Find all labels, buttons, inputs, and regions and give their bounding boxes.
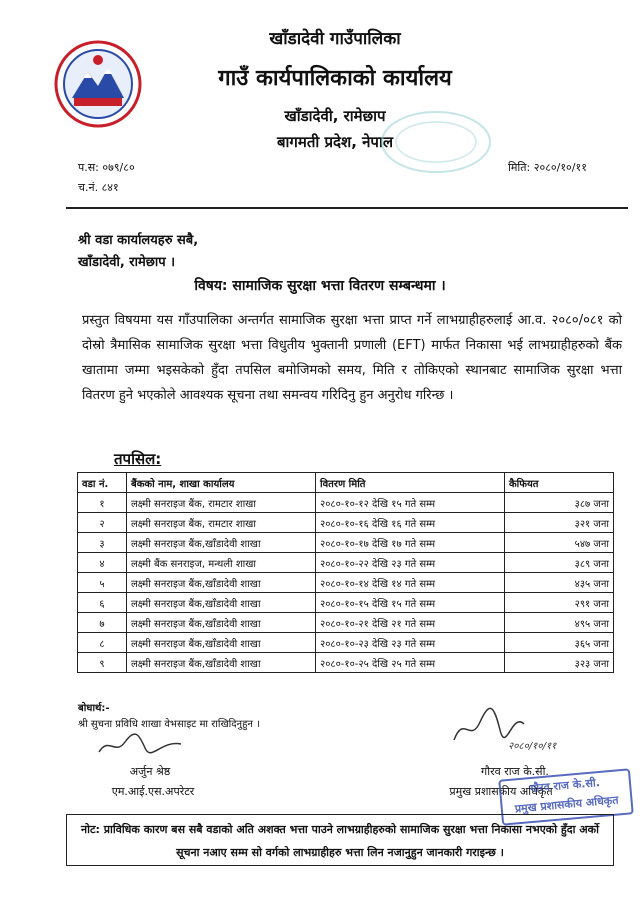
bank-cell: लक्ष्मी सनराइज बैंक,खाँडादेवी शाखा: [127, 573, 316, 593]
header-divider: [66, 207, 628, 209]
letter-body: प्रस्तुत विषयमा यस गाँउपालिका अन्तर्गत सामाजिक सुरक्षा भत्ता प्राप्त गर्ने लाभग्राहीहरुलाई आ.व. २०८०/०८१ को दोस्रो त्रैमासिक सामाजिक सुरक्षा भत्ता विधुतीय भुक्तानी प्रणाली (EFT) मार्फत निकासा भई लाभग्राहीहरुको बैंक खातामा जम्मा भइसकेको हुँदा तपसिल बमोजिमको समय, मिति र तोकिएको स्थानबाट सामाजिक सुरक्षा भत्ता वितरण हुने भएकोले आवश्यक सूचना तथा समन्वय गरिदिनु हुन अनुरोध गरिन्छ ।: [82, 313, 622, 403]
bank-cell: लक्ष्मी सनराइज बैंक,खाँडादेवी शाखा: [127, 533, 316, 553]
table-row: [78, 593, 614, 613]
date-cell: २०८०-१०-२१ देखि २१ गते सम्म: [316, 613, 505, 633]
stamp-line-2: प्रमुख प्रशासकीय अधिकृत: [514, 793, 619, 816]
date-cell: २०८०-१०-१७ देखि १७ गते सम्म: [316, 533, 505, 553]
signature-date: २०८०/१०/११: [508, 741, 557, 752]
ward-cell: ७: [78, 613, 127, 633]
letter-date: मिति: २०८०/१०/११: [508, 161, 587, 174]
date-cell: २०८०-१०-२३ देखि २३ गते सम्म: [316, 633, 505, 653]
bank-cell: लक्ष्मी सनराइज बैंक,खाँडादेवी शाखा: [127, 593, 316, 613]
remarks-cell: ५४७ जना: [505, 533, 614, 553]
office-location: खाँडादेवी, रामेछाप: [284, 107, 386, 125]
column-header-date: वितरण मिति: [316, 473, 505, 493]
remarks-cell: ३८७ जना: [505, 493, 614, 513]
table-row: [78, 513, 614, 533]
signatory-left-role: एम.आई.एस.अपरेटर: [111, 785, 195, 798]
table-row: [78, 653, 614, 673]
signatory-left-name: अर्जुन श्रेष्ठ: [129, 765, 171, 778]
signatory-right-role: प्रमुख प्रशासकीय अधिकृत: [449, 785, 553, 798]
bank-cell: लक्ष्मी सनराइज बैंक,खाँडादेवी शाखा: [127, 653, 316, 673]
column-header-ward: वडा नं.: [78, 473, 127, 493]
date-cell: २०८०-१०-२२ देखि २३ गते सम्म: [316, 553, 505, 573]
date-cell: २०८०-१०-१५ देखि १५ गते सम्म: [316, 593, 505, 613]
bank-cell: लक्ष्मी सनराइज बैंक, रामटार शाखा: [127, 513, 316, 533]
distribution-schedule-table: [77, 472, 614, 673]
recipient-line-2: खाँडादेवी, रामेछाप ।: [78, 255, 176, 270]
table-row: [78, 573, 614, 593]
cc-line: श्री सुचना प्रविधि शाखा वेभसाइट मा राखिदिनुहुन ।: [78, 719, 260, 730]
remarks-cell: ३२३ जना: [505, 653, 614, 673]
office-title: गाउँ कार्यपालिकाको कार्यालय: [218, 66, 452, 91]
bank-cell: लक्ष्मी सनराइज बैंक,खाँडादेवी शाखा: [127, 613, 316, 633]
remarks-cell: २९१ जना: [505, 593, 614, 613]
office-province: बागमती प्रदेश, नेपाल: [276, 133, 394, 151]
table-row: [78, 613, 614, 633]
table-row: [78, 493, 614, 513]
ward-cell: ४: [78, 553, 127, 573]
remarks-cell: ३६५ जना: [505, 633, 614, 653]
cc-label: बोधार्थ:-: [78, 703, 110, 714]
stamp-line-1: गौरव राज के.सी.: [529, 776, 601, 796]
ward-cell: ९: [78, 653, 127, 673]
municipality-emblem-logo: [52, 38, 144, 130]
date-cell: २०८०-१०-२५ देखि २५ गते सम्म: [316, 653, 505, 673]
notice-box: नोट: प्राविधिक कारण बस सबै वडाको अति अशक्त भत्ता पाउने लाभग्राहीहरुको सामाजिक सुरक्षा भत्ता निकासा नभएको हुँदा अर्को सूचना नआए सम्म सो वर्गको लाभग्राहीहरु भत्ता लिन नजानुहुन जानकारी गराइन्छ ।: [66, 814, 614, 866]
date-cell: २०८०-१०-१४ देखि १४ गते सम्म: [316, 573, 505, 593]
ward-cell: ६: [78, 593, 127, 613]
table-row: [78, 533, 614, 553]
table-row: [78, 553, 614, 573]
bank-cell: लक्ष्मी सनराइज बैंक,खाँडादेवी शाखा: [127, 633, 316, 653]
ward-cell: १: [78, 493, 127, 513]
column-header-remarks: कैफियत: [505, 473, 614, 493]
remarks-cell: ३८९ जना: [505, 553, 614, 573]
date-cell: २०८०-१०-१२ देखि १५ गते सम्म: [316, 493, 505, 513]
recipient-line-1: श्री वडा कार्यालयहरु सबै,: [78, 233, 199, 248]
remarks-cell: ४३५ जना: [505, 573, 614, 593]
date-cell: २०८०-१०-१६ देखि १६ गते सम्म: [316, 513, 505, 533]
column-header-bank: बैंकको नाम, शाखा कार्यालय: [127, 473, 316, 493]
remarks-cell: ३२१ जना: [505, 513, 614, 533]
letter-ref-number: प.स: ०७९/८०: [78, 161, 135, 174]
schedule-title: तपसिल:: [114, 450, 162, 468]
letter-subject: विषय: सामाजिक सुरक्षा भत्ता वितरण सम्बन्धमा ।: [194, 278, 446, 294]
remarks-cell: ४९५ जना: [505, 613, 614, 633]
office-name: खाँडादेवी गाउँपालिका: [269, 29, 401, 49]
ward-cell: ८: [78, 633, 127, 653]
bank-cell: लक्ष्मी सनराइज बैंक, रामटार शाखा: [127, 493, 316, 513]
faint-seal-stamp: [376, 106, 496, 178]
table-row: [78, 633, 614, 653]
signature-left: [95, 730, 185, 760]
signatory-right-name: गौरव राज के.सी.: [481, 765, 549, 778]
dispatch-number: च.नं. ८४१: [78, 181, 119, 194]
ward-cell: ३: [78, 533, 127, 553]
ward-cell: २: [78, 513, 127, 533]
table-header-row: [78, 473, 614, 493]
bank-cell: लक्ष्मी बैंक सनराइज, मन्थली शाखा: [127, 553, 316, 573]
ward-cell: ५: [78, 573, 127, 593]
